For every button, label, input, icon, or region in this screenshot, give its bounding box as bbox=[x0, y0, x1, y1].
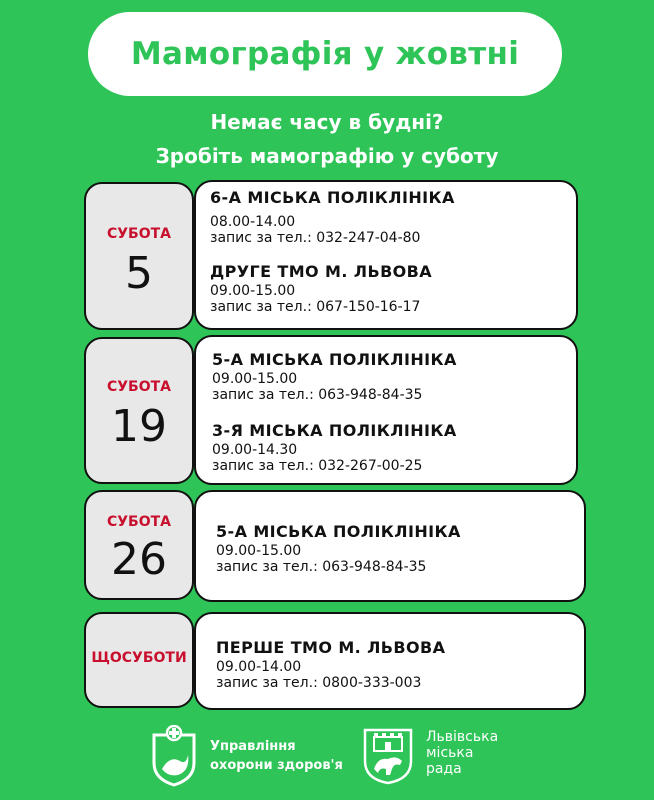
day-number: 5 bbox=[125, 248, 153, 299]
clinic-name: 5-А МІСЬКА ПОЛІКЛІНІКА bbox=[212, 350, 457, 369]
clinic-hours: 09.00-15.00 bbox=[210, 283, 296, 299]
clinic-entry bbox=[212, 421, 457, 474]
clinic-hours: 09.00-15.00 bbox=[212, 371, 298, 387]
health-department-logo-icon bbox=[150, 725, 198, 787]
clinic-phone: запис за тел.: 0800-333-003 bbox=[216, 675, 422, 691]
day-card-26 bbox=[84, 490, 194, 600]
clinic-phone: запис за тел.: 063-948-84-35 bbox=[212, 387, 423, 403]
title-banner bbox=[88, 12, 562, 96]
day-card-5 bbox=[84, 182, 194, 330]
day-label: СУБОТА bbox=[106, 226, 172, 242]
lviv-coat-of-arms-icon bbox=[362, 727, 414, 785]
clinic-hours: 09.00-15.00 bbox=[216, 543, 302, 559]
day-card-19 bbox=[84, 337, 194, 484]
day-card-every-saturday bbox=[84, 612, 194, 708]
schedule-card-19 bbox=[194, 335, 578, 485]
clinic-entry bbox=[212, 350, 457, 403]
clinic-phone: запис за тел.: 063-948-84-35 bbox=[216, 559, 427, 575]
health-department-name bbox=[210, 737, 343, 775]
clinic-phone: запис за тел.: 032-267-00-25 bbox=[212, 458, 423, 474]
day-number: 19 bbox=[111, 401, 167, 452]
clinic-name: ДРУГЕ ТМО М. ЛЬВОВА bbox=[210, 262, 433, 281]
clinic-phone: запис за тел.: 032-247-04-80 bbox=[210, 230, 421, 246]
clinic-name: 3-Я МІСЬКА ПОЛІКЛІНІКА bbox=[212, 421, 457, 440]
footer bbox=[0, 725, 654, 795]
clinic-name: ПЕРШЕ ТМО М. ЛЬВОВА bbox=[216, 638, 446, 657]
dept-line-2: охорони здоров'я bbox=[210, 758, 343, 773]
dept-line-1: Управління bbox=[210, 739, 296, 754]
clinic-hours: 08.00-14.00 bbox=[210, 214, 296, 230]
day-label: СУБОТА bbox=[106, 514, 172, 530]
schedule-card-26 bbox=[194, 490, 586, 602]
clinic-phone: запис за тел.: 067-150-16-17 bbox=[210, 299, 421, 315]
city-line-3: рада bbox=[426, 761, 462, 777]
schedule-card-5 bbox=[194, 180, 578, 330]
subtitle-line-2: Зробіть мамографію у суботу bbox=[155, 144, 499, 168]
clinic-name: 6-А МІСЬКА ПОЛІКЛІНІКА bbox=[210, 188, 455, 207]
city-line-2: міська bbox=[426, 745, 474, 761]
clinic-hours: 09.00-14.30 bbox=[212, 442, 298, 458]
clinic-entry bbox=[210, 262, 432, 315]
day-label: ЩОСУБОТИ bbox=[91, 650, 187, 666]
page-title: Мамографія у жовтні bbox=[130, 36, 520, 72]
clinic-hours: 09.00-14.00 bbox=[216, 659, 302, 675]
schedule-card-every-saturday bbox=[194, 612, 586, 710]
clinic-name: 5-А МІСЬКА ПОЛІКЛІНІКА bbox=[216, 522, 461, 541]
subtitle-line-1: Немає часу в будні? bbox=[210, 110, 444, 134]
clinic-entry bbox=[216, 638, 445, 691]
city-council-name bbox=[426, 729, 498, 777]
day-number: 26 bbox=[111, 534, 167, 585]
clinic-entry bbox=[210, 188, 455, 246]
clinic-entry bbox=[216, 522, 461, 575]
day-label: СУБОТА bbox=[106, 379, 172, 395]
city-line-1: Львівська bbox=[426, 729, 499, 745]
